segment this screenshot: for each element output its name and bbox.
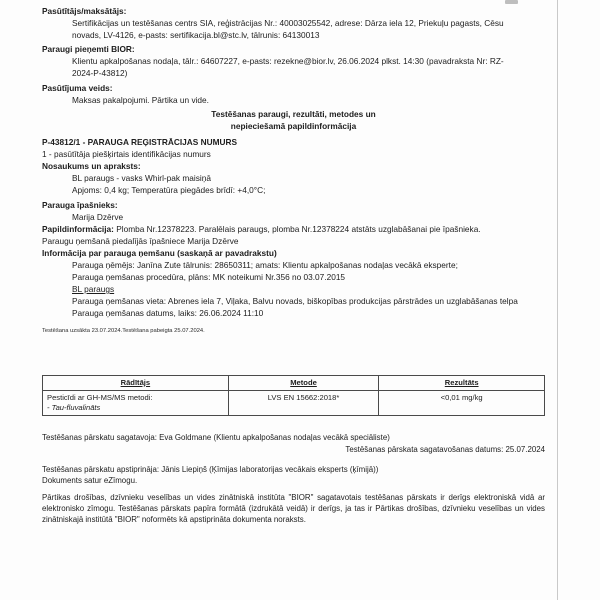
customer-section [42, 5, 545, 41]
sample-name-line2: Apjoms: 0,4 kg; Temperatūra piegādes brīdī: +4,0°C; [72, 185, 266, 195]
received-line2: 2024-P-43812) [72, 68, 128, 78]
section-title-line1: Testēšanas paraugi, rezultāti, metodes un [211, 109, 376, 119]
section-title-line2: nepieciešamā papildinformācija [230, 121, 357, 131]
customer-line2: novads, LV-4126, e-pasts: sertifikacija.bl@stc.lv, tālrunis: 64130013 [72, 30, 320, 40]
page-scan-edge [557, 0, 558, 600]
sample-name-label: Nosaukums un apraksts: [42, 161, 141, 171]
prepared-date-line: Testēšanas pārskata sagatavošanas datums: 25.07.2024 [345, 445, 545, 454]
approved-by-line: Testēšanas pārskatu apstiprināja: Jānis Liepiņš (Ķīmijas laboratorijas vecākais eksperts (ķīmijā)) [42, 465, 379, 474]
section-title [42, 108, 545, 132]
sample-reg-number: P-43812/1 - PARAUGA REĢISTRĀCIJAS NUMURS [42, 137, 238, 147]
received-label: Paraugi pieņemti BIOR: [42, 44, 135, 54]
cell-result: <0,01 mg/kg [379, 391, 545, 416]
owner-participation: Paraugu ņemšanā piedalījās īpašniece Marija Dzērve [42, 236, 239, 246]
sampling-procedure: Parauga ņemšanas procedūra, plāns: MK noteikumi Nr.356 no 03.07.2015 [72, 272, 346, 282]
sample-id-note: 1 - pasūtītāja piešķirtais identifikācijas numurs [42, 149, 211, 159]
sample-name-line1: BL paraugs - vasks Whirl-pak maisiņā [72, 173, 211, 183]
customer-line1: Sertifikācijas un testēšanas centrs SIA, reģistrācijas Nr.: 40003025542, adrese: Dārza iela 12, Priekuļu pagasts, Cēsu [72, 18, 504, 28]
sampling-sample-ref: BL paraugs [72, 284, 115, 294]
owner-extra-text: Plomba Nr.12378223. Paralēlais paraugs, plomba Nr.12378224 atstāts uzglabāšanai pie īpašnieka. [113, 224, 481, 234]
signatures-section [42, 432, 545, 486]
received-line1: Klientu apkalpošanas nodaļa, tālr.: 64607227, e-pasts: rezekne@bior.lv, 26.06.2024 plkst. 14:30 (pavadraksta Nr: RZ- [72, 56, 504, 66]
indicator-line1: Pesticīdi ar GH-MS/MS metodi: [47, 393, 153, 402]
stamp-note-line: Dokuments satur eZīmogu. [42, 476, 138, 485]
results-table-row [43, 391, 545, 416]
sampling-section [42, 259, 545, 319]
samples-received-section [42, 43, 545, 79]
report-content [42, 5, 545, 525]
cell-method: LVS EN 15662:2018* [228, 391, 379, 416]
indicator-line2: - Tau-fluvalināts [47, 403, 101, 412]
header-indicator: Rādītājs [43, 376, 229, 391]
footer-validity-note: Pārtikas drošības, dzīvnieku veselības un vides zinātniskā institūta "BIOR" sagatavotais testēšanas pārskats ir derīgs elektroniskā vidā ar elektronisko zīmogu. Testēšanas pārskats papīra formātā (izdrukātā veidā) ir derīgs, ja tas ir Pārtikas drošības, dzīvnieku veselības un vides zinātniskajā institūtā "BIOR" noformēts kā apstiprināta dokumenta noraksts. [42, 493, 545, 524]
order-type-label: Pasūtījuma veids: [42, 83, 113, 93]
owner-label: Parauga īpašnieks: [42, 200, 118, 210]
sampling-info-label: Informācija par parauga ņemšanu (saskaņā ar pavadrakstu) [42, 248, 277, 258]
owner-section [42, 199, 545, 259]
order-type-section [42, 82, 545, 106]
owner-extra-info [42, 223, 545, 235]
owner-extra-label: Papildinformācija: [42, 224, 114, 234]
sampling-taker: Parauga ņēmējs: Janīna Zute tālrunis: 28650311; amats: Klientu apkalpošanas nodaļas vecākā eksperte; [72, 260, 458, 270]
results-table [42, 375, 545, 416]
cutoff-text-artifact [505, 0, 518, 4]
sample-section [42, 136, 545, 196]
results-table-header-row [43, 376, 545, 391]
header-result: Rezultāts [379, 376, 545, 391]
sampling-place: Parauga ņemšanas vieta: Abrenes iela 7, Viļaka, Balvu novads, biškopības produkcijas pārstrādes un uzglabāšanas telpa [72, 296, 518, 306]
prepared-by-line: Testēšanas pārskatu sagatavoja: Eva Goldmane (Klientu apkalpošanas nodaļas vecākā speciāliste) [42, 433, 390, 442]
sampling-datetime: Parauga ņemšanas datums, laiks: 26.06.2024 11:10 [72, 308, 264, 318]
header-method: Metode [228, 376, 379, 391]
cell-indicator [43, 391, 229, 416]
customer-label: Pasūtītājs/maksātājs: [42, 6, 127, 16]
owner-name: Marija Dzērve [72, 212, 124, 222]
testing-dates-note: Testēšana uzsākta 23.07.2024.Testēšana pabeigta 25.07.2024. [42, 328, 205, 334]
order-type-value: Maksas pakalpojumi. Pārtika un vide. [72, 95, 209, 105]
